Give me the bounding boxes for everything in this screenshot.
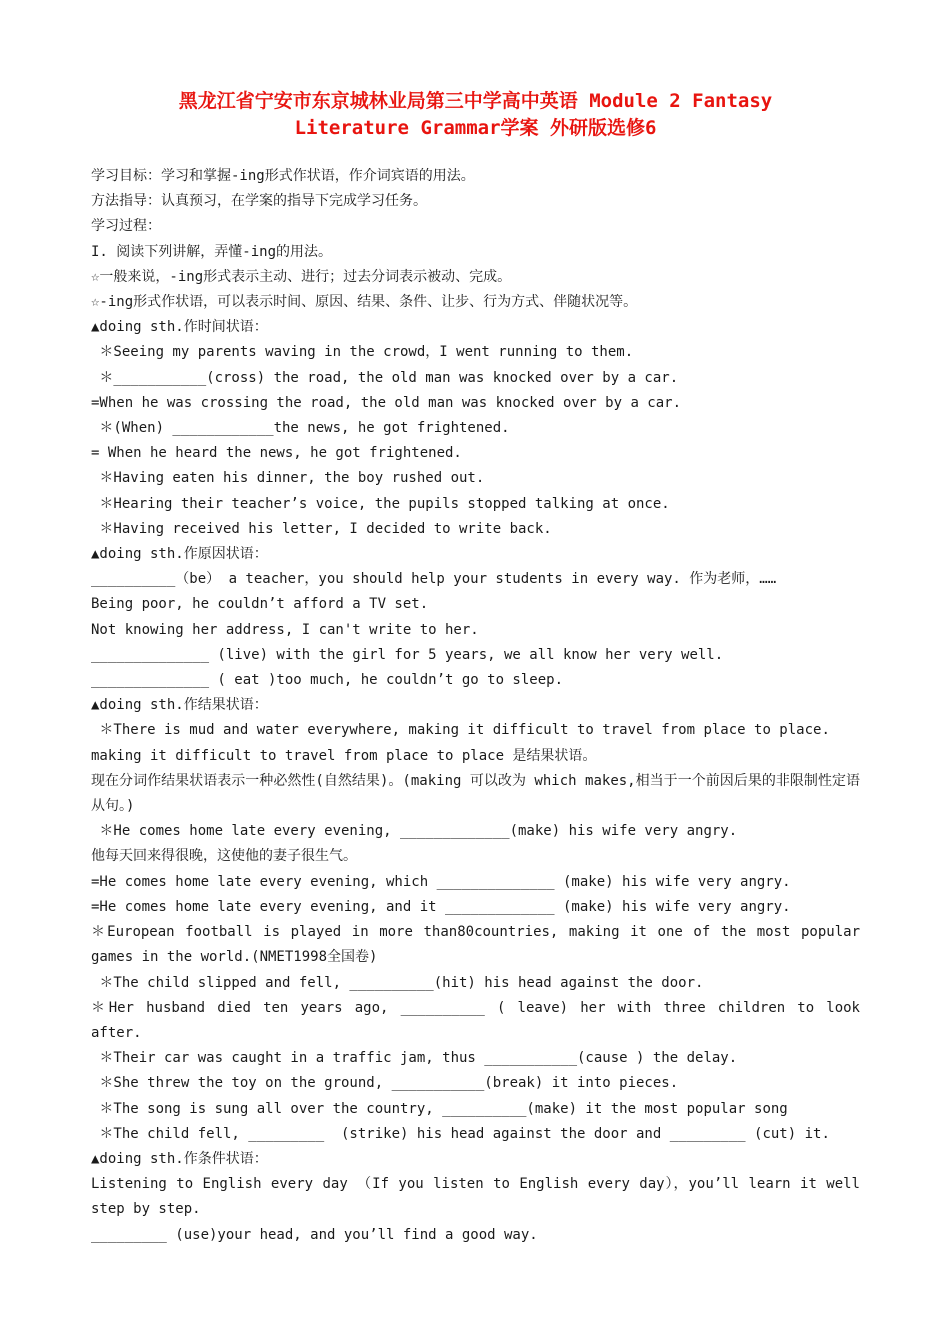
example-line: ＊Having eaten his dinner, the boy rushed out. — [91, 470, 485, 487]
example-line: ＊Hearing their teacher’s voice, the pupils stopped talking at once. — [91, 495, 670, 512]
section-heading: ▲doing sth.作条件状语： — [91, 1150, 268, 1167]
document-title — [91, 88, 860, 142]
example-line: ＊There is mud and water everywhere, making it difficult to travel from place to place. — [91, 722, 830, 739]
exercise-line: _________ (use)your head, and you’ll find a good way. — [91, 1226, 538, 1243]
section-heading: ▲doing sth.作结果状语： — [91, 697, 268, 714]
exercise-line: ＊(When) ____________the news, he got frightened. — [91, 420, 510, 437]
exercise-line: ______________ (live) with the girl for 5 years, we all know her very well. — [91, 646, 724, 663]
exercise-line: __________（be） a teacher，you should help your students in every way. 作为老师，…… — [91, 571, 777, 588]
section-heading: ▲doing sth.作原因状语： — [91, 546, 268, 563]
document-body — [91, 164, 860, 1248]
title-line-2: Literature Grammar学案 外研版选修6 — [294, 117, 657, 139]
exercise-line: ＊He comes home late every evening, _____________(make) his wife very angry. — [91, 823, 738, 840]
text-line: ☆-ing形式作状语，可以表示时间、原因、结果、条件、让步、行为方式、伴随状况等。 — [91, 294, 638, 311]
exercise-line: ＊Their car was caught in a traffic jam, thus ___________(cause ) the delay. — [91, 1050, 738, 1067]
exercise-line: ＊She threw the toy on the ground, ___________(break) it into pieces. — [91, 1075, 679, 1092]
text-line: 学习目标：学习和掌握-ing形式作状语，作介词宾语的用法。 — [91, 168, 475, 184]
exercise-line: ＊___________(cross) the road, the old man was knocked over by a car. — [91, 369, 679, 386]
text-line: making it difficult to travel from place to place 是结果状语。 — [91, 747, 597, 764]
exercise-line: ______________ ( eat )too much, he couldn’t go to sleep. — [91, 672, 564, 689]
section-heading: ▲doing sth.作时间状语： — [91, 319, 268, 336]
exercise-line: =He comes home late every evening, and it _____________ (make) his wife very angry. — [91, 898, 791, 915]
exercise-line: ＊The song is sung all over the country, __________(make) it the most popular song — [91, 1100, 788, 1117]
exercise-paragraph: ＊Her husband died ten years ago, __________ ( leave) her with three children to look after. — [91, 999, 860, 1041]
text-line: 学习过程： — [91, 218, 161, 235]
text-line: 他每天回来得很晚，这使他的妻子很生气。 — [91, 848, 357, 865]
text-line: ☆一般来说，-ing形式表示主动、进行；过去分词表示被动、完成。 — [91, 268, 512, 285]
example-line: ＊Having received his letter, I decided to write back. — [91, 520, 552, 537]
example-paragraph: ＊European football is played in more than80countries, making it one of the most popular games in the world.(NMET1998全国卷) — [91, 924, 860, 966]
example-line: =When he was crossing the road, the old man was knocked over by a car. — [91, 394, 682, 411]
example-line: Not knowing her address, I can't write to her. — [91, 621, 479, 638]
text-paragraph: 现在分词作结果状语表示一种必然性(自然结果)。(making 可以改为 which makes,相当于一个前因后果的非限制性定语从句。) — [91, 772, 860, 815]
text-line: 方法指导：认真预习，在学案的指导下完成学习任务。 — [91, 193, 427, 210]
exercise-line: =He comes home late every evening, which ______________ (make) his wife very angry. — [91, 873, 791, 890]
example-line: ＊Seeing my parents waving in the crowd，I went running to them. — [91, 344, 634, 361]
exercise-line: ＊The child slipped and fell, __________(hit) his head against the door. — [91, 974, 704, 991]
example-line: = When he heard the news, he got frightened. — [91, 445, 462, 462]
example-line: Being poor, he couldn’t afford a TV set. — [91, 596, 429, 613]
exercise-line: ＊The child fell, _________ (strike) his head against the door and _________ (cut) it. — [91, 1125, 830, 1142]
example-paragraph: Listening to English every day （If you listen to English every day），you’ll learn it well step by step. — [91, 1176, 860, 1218]
title-line-1: 黑龙江省宁安市东京城林业局第三中学高中英语 Module 2 Fantasy — [178, 90, 773, 112]
text-line: I. 阅读下列讲解，弄懂-ing的用法。 — [91, 243, 333, 260]
